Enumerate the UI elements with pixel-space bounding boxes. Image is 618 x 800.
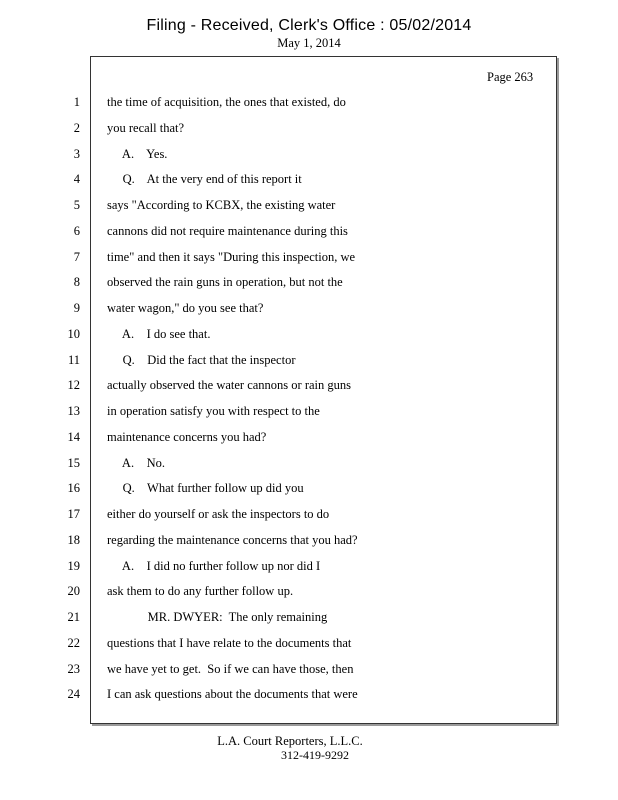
- reporter-phone: 312-419-9292: [281, 748, 349, 762]
- line-number: 21: [67, 610, 80, 624]
- line-number: 1: [73, 95, 80, 109]
- transcript-line: [0, 453, 618, 473]
- line-text: A. No.: [107, 455, 165, 470]
- filing-stamp: Filing - Received, Clerk's Office : 05/02/2014: [146, 17, 472, 34]
- transcript-line: [0, 144, 618, 164]
- transcript-line: [0, 247, 618, 267]
- document-date: May 1, 2014: [277, 36, 341, 50]
- line-text: either do yourself or ask the inspectors to do: [107, 507, 330, 521]
- line-text: Q. Did the fact that the inspector: [107, 352, 296, 367]
- reporter-company: L.A. Court Reporters, L.L.C.: [217, 734, 363, 748]
- transcript-line: [0, 375, 618, 395]
- line-number: 6: [73, 223, 80, 238]
- line-number: 5: [73, 198, 80, 212]
- line-text: observed the rain guns in operation, but not the: [107, 275, 343, 290]
- line-text: time" and then it says "During this inspection, we: [107, 249, 356, 264]
- line-text: we have yet to get. So if we can have those, then: [107, 661, 354, 676]
- transcript-line: [0, 478, 618, 498]
- transcript-line: [0, 350, 618, 370]
- transcript-line: [0, 298, 618, 318]
- line-number: 10: [67, 326, 80, 341]
- line-text: questions that I have relate to the documents that: [107, 635, 352, 650]
- line-text: MR. DWYER: The only remaining: [107, 610, 328, 624]
- line-text: Q. What further follow up did you: [107, 481, 304, 496]
- line-number: 12: [67, 378, 80, 393]
- line-number: 18: [67, 532, 80, 547]
- line-text: in operation satisfy you with respect to the: [107, 404, 320, 418]
- line-number: 13: [67, 404, 80, 418]
- line-number: 4: [73, 172, 80, 187]
- line-number: 8: [73, 275, 80, 290]
- transcript-line: [0, 324, 618, 344]
- transcript-line: [0, 659, 618, 679]
- line-number: 22: [67, 635, 80, 650]
- line-number: 19: [67, 558, 80, 573]
- page-number: Page 263: [487, 70, 534, 84]
- line-text: Q. At the very end of this report it: [107, 172, 302, 187]
- transcript-line: [0, 684, 618, 704]
- line-text: water wagon," do you see that?: [107, 301, 264, 315]
- transcript-line: [0, 504, 618, 524]
- transcript-line: [0, 607, 618, 627]
- line-text: regarding the maintenance concerns that you had?: [107, 532, 358, 547]
- line-number: 7: [73, 249, 80, 264]
- line-text: A. I did no further follow up nor did I: [107, 558, 321, 573]
- line-text: maintenance concerns you had?: [107, 429, 267, 444]
- line-text: actually observed the water cannons or rain guns: [107, 378, 352, 393]
- line-number: 2: [73, 120, 80, 135]
- line-number: 14: [67, 429, 80, 444]
- line-number: 16: [67, 481, 80, 496]
- transcript-line: [0, 633, 618, 653]
- line-number: 23: [67, 661, 80, 676]
- transcript-line: [0, 401, 618, 421]
- line-text: you recall that?: [107, 120, 185, 135]
- line-number: 3: [73, 146, 80, 161]
- line-number: 20: [67, 584, 80, 599]
- line-text: the time of acquisition, the ones that existed, do: [107, 95, 346, 109]
- transcript-line: [0, 221, 618, 241]
- transcript-line: [0, 272, 618, 292]
- transcript-line: [0, 118, 618, 138]
- transcript-line: [0, 169, 618, 189]
- transcript-line: [0, 581, 618, 601]
- line-text: A. Yes.: [107, 146, 168, 161]
- transcript-line: [0, 92, 618, 112]
- line-text: I can ask questions about the documents that were: [107, 687, 358, 702]
- line-number: 17: [67, 507, 80, 521]
- line-number: 11: [67, 352, 80, 367]
- line-text: ask them to do any further follow up.: [107, 584, 294, 599]
- line-number: 9: [73, 301, 80, 315]
- transcript-line: [0, 195, 618, 215]
- line-number: 24: [67, 687, 80, 702]
- line-number: 15: [67, 455, 80, 470]
- line-text: A. I do see that.: [107, 326, 211, 341]
- transcript-line: [0, 427, 618, 447]
- line-text: says "According to KCBX, the existing water: [107, 198, 336, 212]
- line-text: cannons did not require maintenance during this: [107, 223, 348, 238]
- transcript-line: [0, 530, 618, 550]
- transcript-line: [0, 556, 618, 576]
